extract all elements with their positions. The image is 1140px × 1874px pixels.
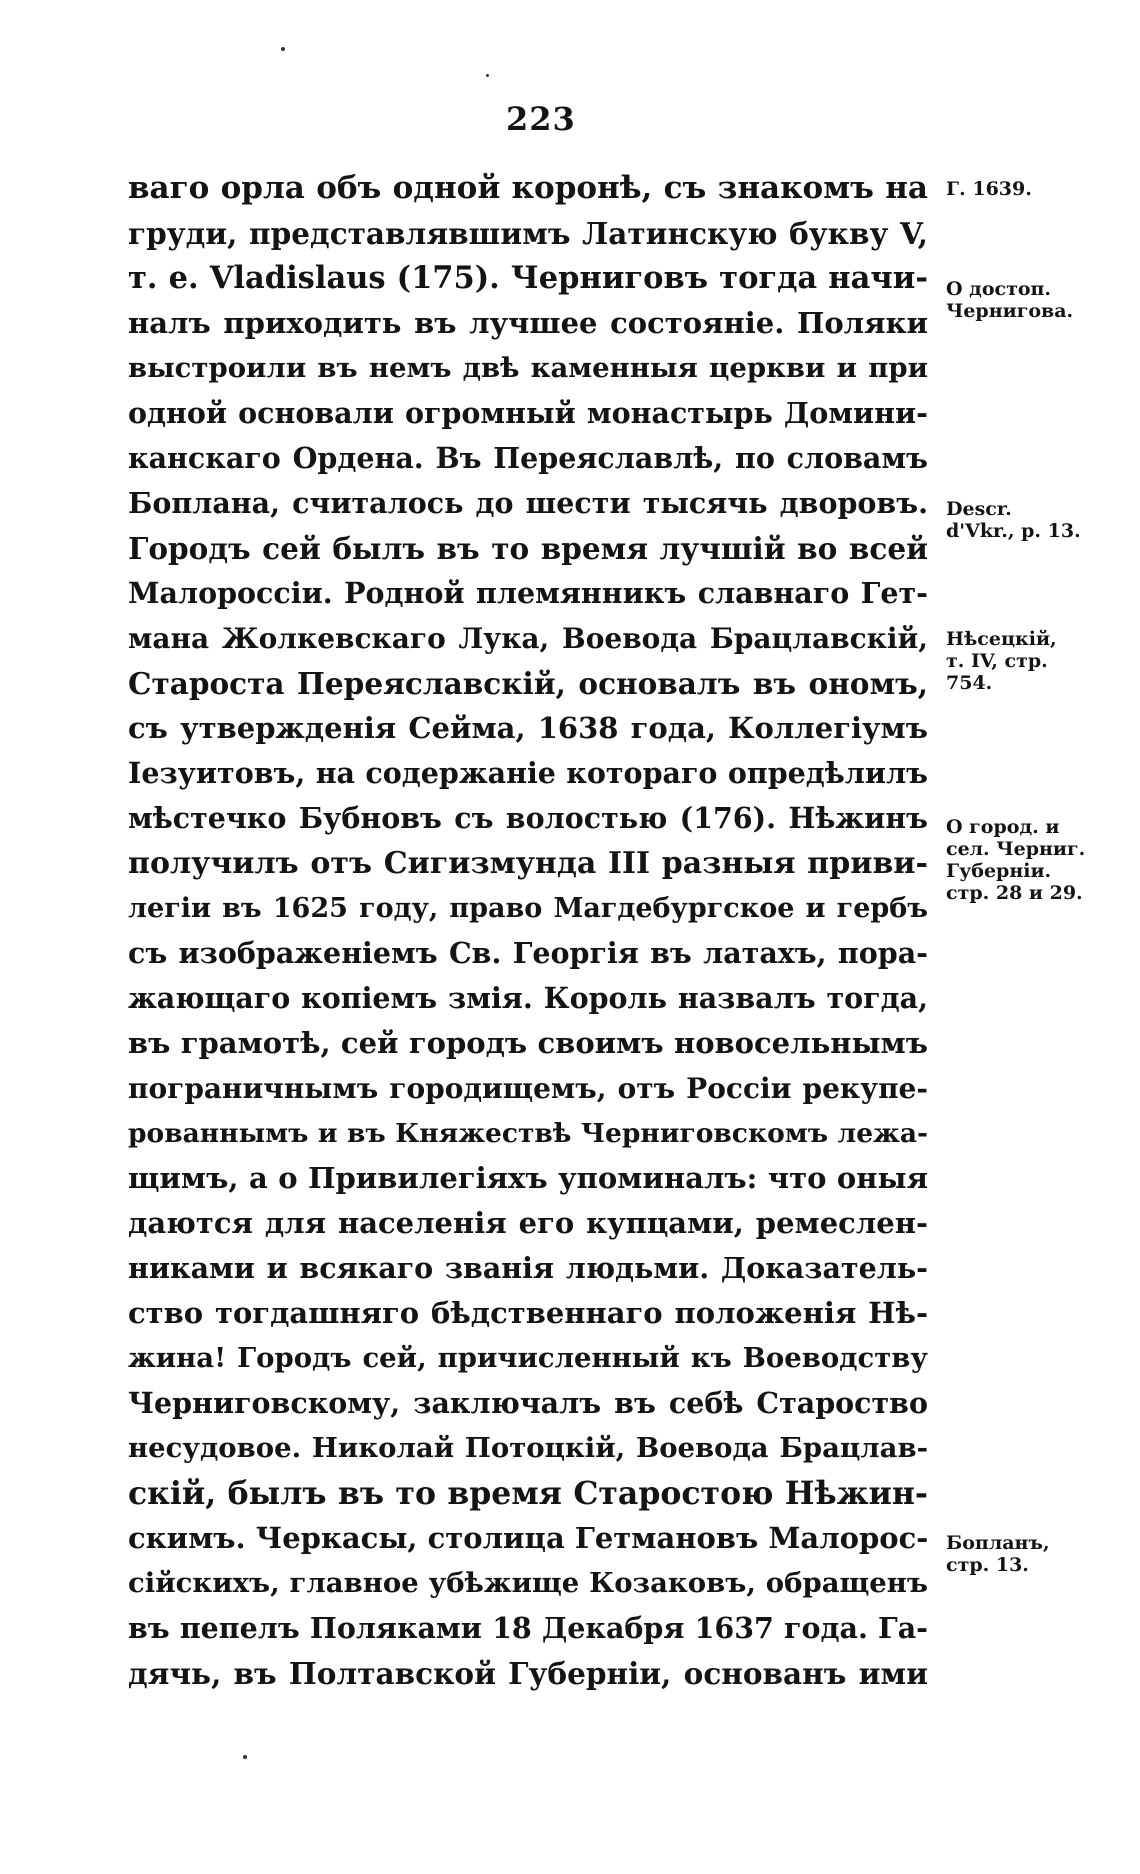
text-line: Боплана, считалось до шести тысячь дворовъ. <box>128 486 928 520</box>
margin-note-line: сел. Черниг. <box>946 838 1086 860</box>
text-line: легіи въ 1625 году, право Магдебургское и гербъ <box>128 893 928 924</box>
text-line: Староста Переяславскій, основалъ въ ономъ, <box>128 666 928 701</box>
text-line: мѣстечко Бубновъ съ волостью (176). Нѣжинъ <box>128 801 928 835</box>
text-line: съ утвержденія Сейма, 1638 года, Коллегіумъ <box>128 711 928 745</box>
text-line: скимъ. Черкасы, столица Гетмановъ Малорос- <box>128 1521 929 1555</box>
margin-note-gubernia <box>946 816 1136 904</box>
text-line: съ изображеніемъ Св. Георгія въ латахъ, пора- <box>128 936 928 970</box>
margin-note-boplan <box>946 1532 1136 1576</box>
print-speck <box>243 1755 247 1759</box>
margin-note-line: стр. 13. <box>946 1554 1029 1576</box>
margin-note-line: О достоп. <box>946 278 1052 300</box>
text-line: получилъ отъ Сигизмунда III разныя приви- <box>128 846 928 881</box>
text-line: ваго орла объ одной коронѣ, съ знакомъ на <box>128 170 928 206</box>
margin-note-line: Бопланъ, <box>946 1532 1050 1554</box>
text-line: даются для населенія его купцами, ремеслен- <box>128 1206 928 1240</box>
text-line: т. е. Vladislaus (175). Черниговъ тогда начи- <box>128 260 928 296</box>
margin-note-line: Нѣсецкій, <box>946 628 1057 650</box>
text-line: дячь, въ Полтавской Губерніи, основанъ ими <box>128 1656 928 1691</box>
text-line: выстроили въ немъ двѣ каменныя церкви и при <box>128 352 928 384</box>
text-line: одной основали огромный монастырь Домини- <box>128 396 928 430</box>
text-line: груди, представлявшимъ Латинскую букву V, <box>128 216 928 251</box>
text-line: налъ приходить въ лучшее состояніе. Поляки <box>128 306 928 340</box>
text-line: жающаго копіемъ змія. Король назвалъ тогда, <box>128 981 928 1015</box>
print-speck <box>486 74 489 77</box>
margin-note-line: Descr. <box>946 498 1012 520</box>
margin-note-year <box>946 178 1136 200</box>
text-line: скій, былъ въ то время Старостою Нѣжин- <box>128 1475 928 1512</box>
margin-note-line: 754. <box>946 672 993 694</box>
text-line: жина! Городъ сей, причисленный къ Воеводству <box>128 1342 928 1374</box>
text-line: Малороссіи. Родной племянникъ славнаго Гет- <box>128 576 928 610</box>
page-number: 223 <box>506 100 576 138</box>
margin-note-descr <box>946 498 1136 542</box>
margin-note-line: т. IV, стр. <box>946 650 1048 672</box>
print-speck <box>281 47 285 51</box>
text-line: мана Жолкевскаго Лука, Воевода Брацлавскій, <box>128 622 928 655</box>
text-line: несудовое. Николай Потоцкій, Воевода Брацлав- <box>128 1432 928 1464</box>
margin-note-chernigov <box>946 278 1136 322</box>
margin-note-line: Чернигова. <box>946 300 1074 322</box>
text-line: рованнымъ и въ Княжествѣ Черниговскомъ лежа- <box>128 1118 928 1149</box>
margin-note-line: Г. 1639. <box>946 178 1032 200</box>
text-line: канскаго Ордена. Въ Переяславлѣ, по словамъ <box>128 441 928 475</box>
margin-note-line: стр. 28 и 29. <box>946 882 1083 904</box>
text-line: ство тогдашняго бѣдственнаго положенія Нѣ- <box>128 1296 928 1330</box>
text-line: никами и всякаго званія людьми. Доказатель- <box>128 1251 928 1285</box>
margin-note-line: О город. и <box>946 816 1060 838</box>
text-line: Городъ сей былъ въ то время лучшій во всей <box>128 531 928 566</box>
margin-note-line: d'Vkr., p. 13. <box>946 520 1081 542</box>
text-line: въ пепелъ Поляками 18 Декабря 1637 года. Га- <box>128 1611 928 1645</box>
text-line: Черниговскому, заключалъ въ себѣ Староство <box>128 1386 928 1420</box>
main-text-column <box>128 166 928 1696</box>
text-line: Іезуитовъ, на содержаніе котораго опредѣлилъ <box>128 756 928 790</box>
text-line: сійскихъ, главное убѣжище Козаковъ, обращенъ <box>128 1567 928 1599</box>
margin-note-nesetsky <box>946 628 1136 694</box>
margin-note-line: Губерніи. <box>946 860 1052 882</box>
text-line: щимъ, а о Привилегіяхъ упоминалъ: что оныя <box>128 1161 928 1195</box>
text-line: въ грамотѣ, сей городъ своимъ новосельнымъ <box>128 1026 928 1060</box>
text-line: пограничнымъ городищемъ, отъ Россіи рекупе- <box>128 1072 928 1105</box>
